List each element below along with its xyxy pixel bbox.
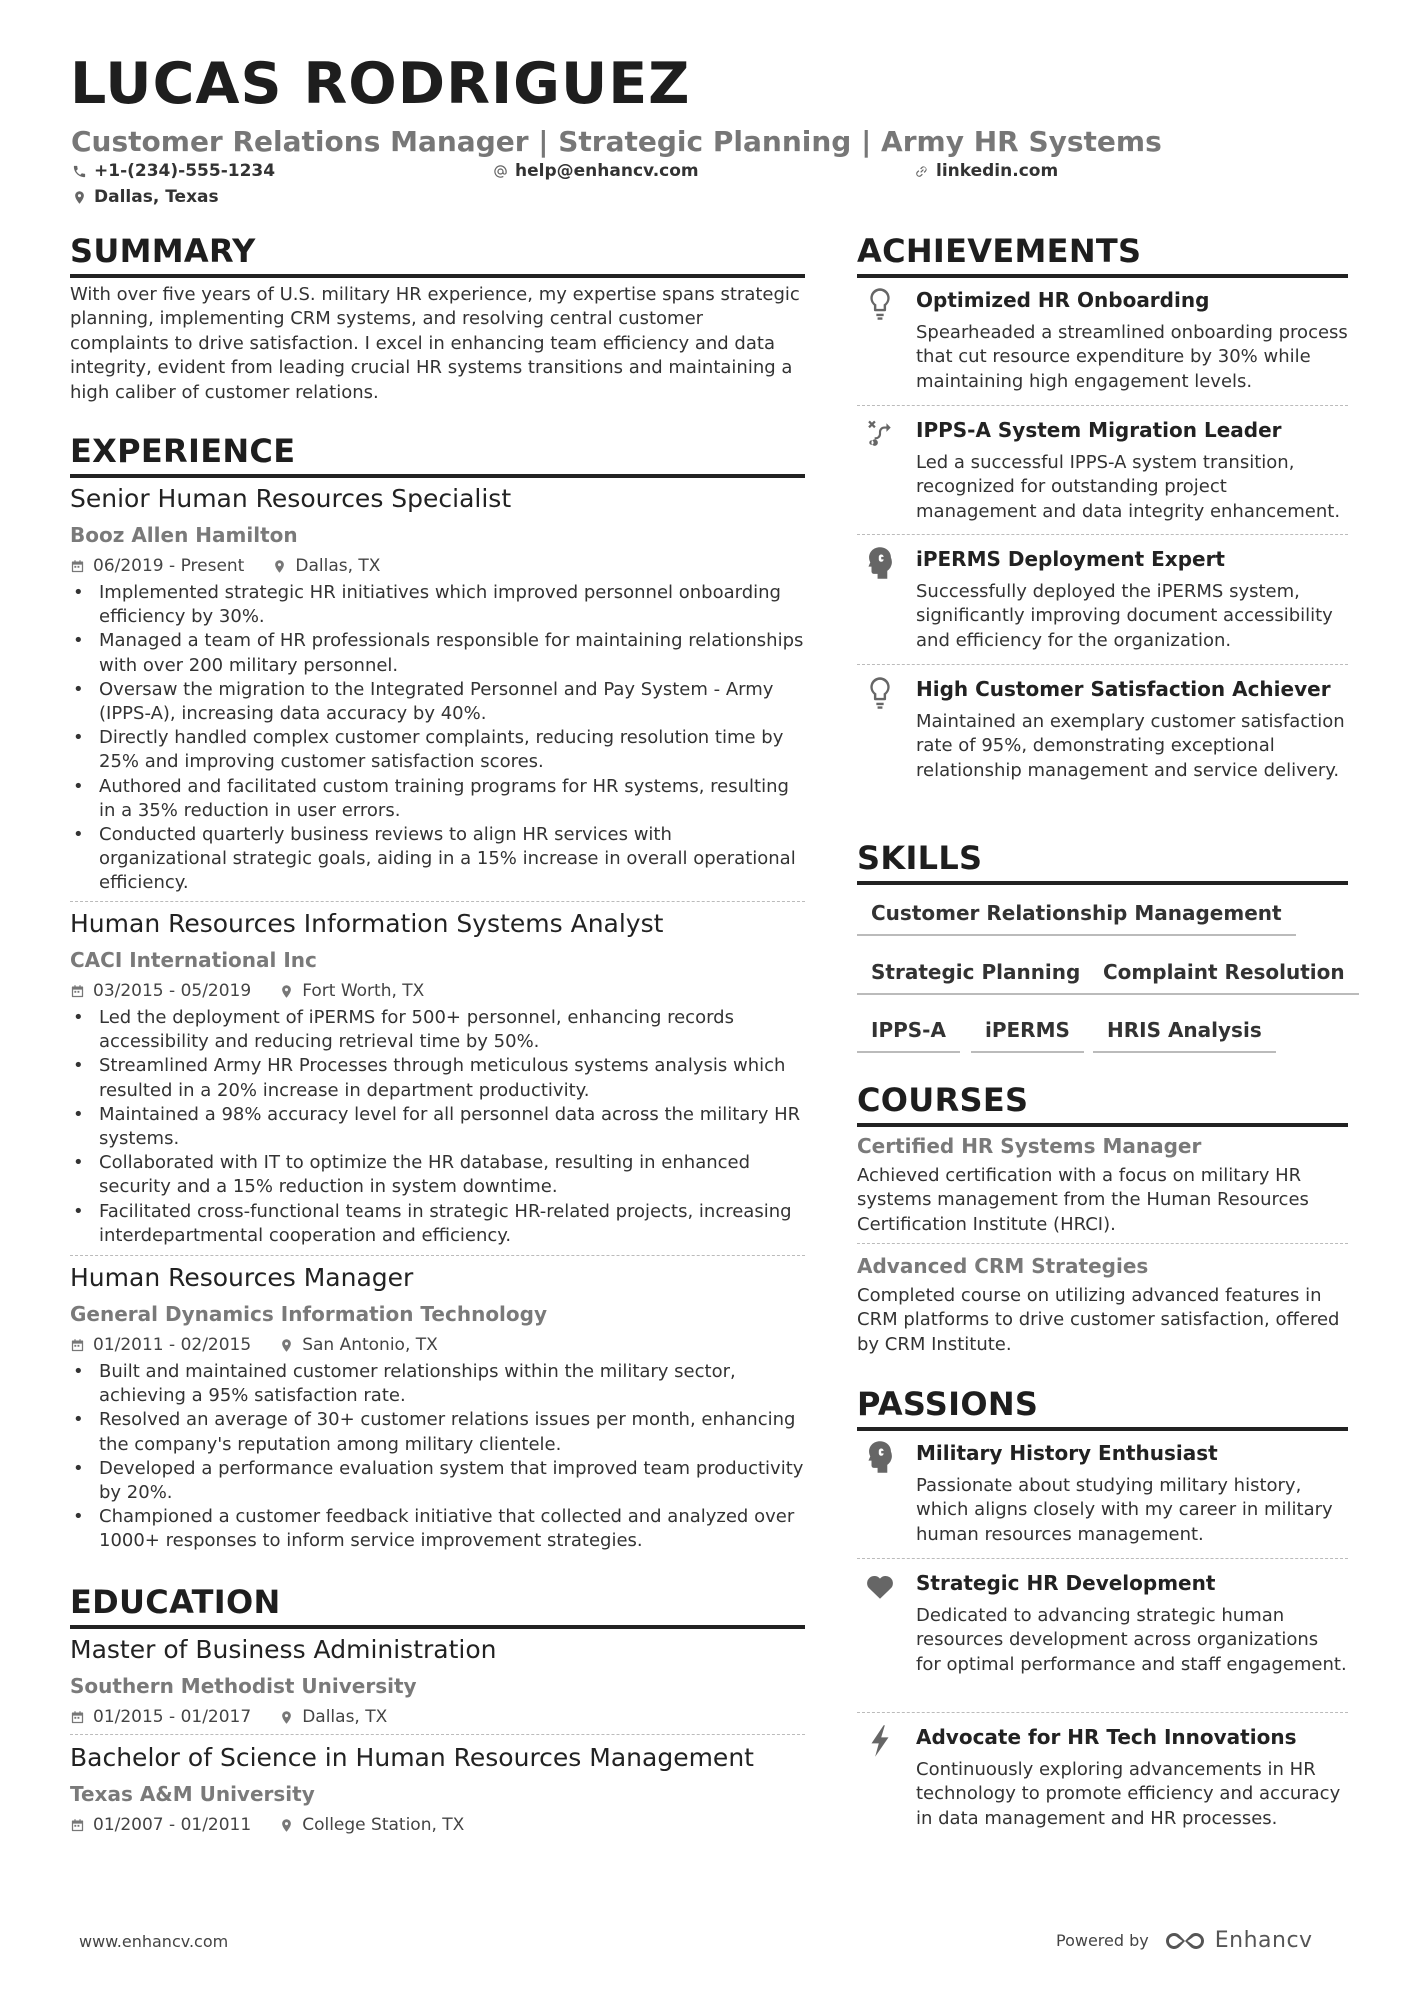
list-item: • Conducted quarterly business reviews to align HR services with organizational strategic goals, aiding in a 15% increase in overall operational efficiency. <box>70 823 805 896</box>
route-icon <box>865 417 895 451</box>
job-meta <box>70 555 805 577</box>
list-item: • Streamlined Army HR Processes through meticulous systems analysis which resulted in a 20% increase in department productivity. <box>70 1054 805 1102</box>
divider <box>70 1734 805 1735</box>
experience-item <box>70 484 805 896</box>
passion-desc: Dedicated to advancing strategic human resources development across organizations for optimal performance and staff engagement. <box>916 1605 1347 1675</box>
head-icon <box>865 1440 895 1474</box>
job-company: Booz Allen Hamilton <box>70 523 298 547</box>
course-desc: Achieved certification with a focus on military HR systems management from the Human Resources Certification Institute (HRCI). <box>857 1165 1309 1235</box>
location-pin-icon <box>279 1818 294 1833</box>
calendar-icon <box>70 984 85 999</box>
passion-title: Strategic HR Development <box>916 1571 1216 1595</box>
list-item: • Managed a team of HR professionals responsible for maintaining relationships with over 200 military personnel. <box>70 629 805 677</box>
brand-name: Enhancv <box>1214 1928 1313 1953</box>
list-item: • Resolved an average of 30+ customer relations issues per month, enhancing the company's reputation among military clientele. <box>70 1408 805 1456</box>
lightbulb-icon <box>865 287 895 321</box>
achievement-item <box>857 546 1348 653</box>
phone-text: +1-(234)-555-1234 <box>94 161 276 181</box>
contact-linkedin[interactable] <box>914 161 1058 181</box>
divider <box>70 1255 805 1256</box>
achievement-desc: Maintained an exemplary customer satisfaction rate of 95%, demonstrating exceptional relationship management and service delivery. <box>916 711 1345 781</box>
location-pin-icon <box>72 190 87 205</box>
job-bullets <box>70 581 805 896</box>
heart-icon <box>865 1570 895 1604</box>
degree: Master of Business Administration <box>70 1635 497 1664</box>
course-title: Advanced CRM Strategies <box>857 1254 1149 1278</box>
education-dates: 01/2015 - 01/2017 <box>70 1706 251 1728</box>
list-item: • Maintained a 98% accuracy level for all personnel data across the military HR systems. <box>70 1103 805 1151</box>
location-text: Dallas, Texas <box>94 187 219 207</box>
calendar-icon <box>70 1818 85 1833</box>
job-meta <box>70 980 805 1002</box>
at-icon <box>493 164 508 179</box>
achievement-title: Optimized HR Onboarding <box>916 288 1210 312</box>
experience-item <box>70 909 805 1248</box>
achievement-title: iPERMS Deployment Expert <box>916 547 1225 571</box>
footer-branding[interactable] <box>1056 1928 1313 1953</box>
contact-email[interactable] <box>493 161 699 181</box>
calendar-icon <box>70 1710 85 1725</box>
contact-phone <box>72 161 275 181</box>
list-item: • Championed a customer feedback initiative that collected and analyzed over 1000+ responses to inform service improvement strategies. <box>70 1505 805 1553</box>
achievement-desc: Successfully deployed the iPERMS system, significantly improving document accessibility and efficiency for the organization. <box>916 581 1333 651</box>
passion-item <box>857 1440 1348 1547</box>
achievements-heading: ACHIEVEMENTS <box>857 232 1348 278</box>
job-location: San Antonio, TX <box>279 1334 438 1356</box>
course-item <box>857 1134 1348 1237</box>
location-pin-icon <box>279 1338 294 1353</box>
list-item: • Developed a performance evaluation system that improved team productivity by 20%. <box>70 1457 805 1505</box>
skill-tag: Customer Relationship Management <box>857 901 1296 936</box>
skill-tag: Strategic Planning <box>857 960 1094 995</box>
powered-by-label: Powered by <box>1056 1931 1149 1950</box>
summary-text: With over five years of U.S. military HR experience, my expertise spans strategic planning, implementing CRM systems, and resolving central customer complaints to drive satisfaction. I excel in enhancing team efficiency and data integrity, evident from leading crucial HR systems transitions and maintaining a high caliber of customer relations. <box>70 284 800 403</box>
list-item: • Authored and facilitated custom training programs for HR systems, resulting in a 35% reduction in user errors. <box>70 775 805 823</box>
achievement-title: High Customer Satisfaction Achiever <box>916 677 1331 701</box>
job-title: Human Resources Information Systems Analyst <box>70 909 664 938</box>
job-location: Fort Worth, TX <box>279 980 424 1002</box>
divider <box>857 534 1348 535</box>
course-desc: Completed course on utilizing advanced features in CRM platforms to drive customer satisfaction, offered by CRM Institute. <box>857 1285 1340 1355</box>
job-dates: 03/2015 - 05/2019 <box>70 980 251 1002</box>
courses-heading: COURSES <box>857 1081 1348 1127</box>
summary-heading: SUMMARY <box>70 232 805 278</box>
location-pin-icon <box>272 559 287 574</box>
linkedin-text: linkedin.com <box>936 161 1059 181</box>
education-heading: EDUCATION <box>70 1583 805 1629</box>
infinity-logo-icon <box>1163 1930 1207 1952</box>
contact-location <box>72 187 219 207</box>
job-bullets <box>70 1360 805 1554</box>
phone-icon <box>72 164 87 179</box>
skill-tag: Complaint Resolution <box>1089 960 1359 995</box>
skills-heading: SKILLS <box>857 839 1348 885</box>
list-item: • Led the deployment of iPERMS for 500+ personnel, enhancing records accessibility and reducing retrieval time by 50%. <box>70 1006 805 1054</box>
divider <box>857 405 1348 406</box>
list-item: • Built and maintained customer relationships within the military sector, achieving a 95% satisfaction rate. <box>70 1360 805 1408</box>
education-item <box>70 1743 805 1836</box>
experience-heading: EXPERIENCE <box>70 432 805 478</box>
job-company: CACI International Inc <box>70 948 317 972</box>
list-item: • Directly handled complex customer complaints, reducing resolution time by 25% and improving customer satisfaction scores. <box>70 726 805 774</box>
list-item: • Collaborated with IT to optimize the HR database, resulting in enhanced security and a 15% reduction in system downtime. <box>70 1151 805 1199</box>
passion-title: Military History Enthusiast <box>916 1441 1218 1465</box>
list-item: • Oversaw the migration to the Integrated Personnel and Pay System - Army (IPPS-A), increasing data accuracy by 40%. <box>70 678 805 726</box>
education-item <box>70 1635 805 1728</box>
skill-tag: HRIS Analysis <box>1093 1018 1276 1053</box>
calendar-icon <box>70 559 85 574</box>
job-company: General Dynamics Information Technology <box>70 1302 548 1326</box>
calendar-icon <box>70 1338 85 1353</box>
passion-title: Advocate for HR Tech Innovations <box>916 1725 1297 1749</box>
list-item: • Implemented strategic HR initiatives which improved personnel onboarding efficiency by 30%. <box>70 581 805 629</box>
head-icon <box>865 546 895 580</box>
divider <box>70 901 805 902</box>
list-item: • Facilitated cross-functional teams in strategic HR-related projects, increasing interdepartmental cooperation and efficiency. <box>70 1200 805 1248</box>
education-meta <box>70 1706 805 1728</box>
job-dates: 01/2011 - 02/2015 <box>70 1334 251 1356</box>
education-meta <box>70 1814 805 1836</box>
achievement-item <box>857 676 1348 783</box>
job-dates: 06/2019 - Present <box>70 555 244 577</box>
job-title: Senior Human Resources Specialist <box>70 484 512 513</box>
education-location: College Station, TX <box>279 1814 464 1836</box>
divider <box>857 664 1348 665</box>
achievement-item <box>857 417 1348 524</box>
footer-website[interactable]: www.enhancv.com <box>79 1932 229 1951</box>
candidate-name: LUCAS RODRIGUEZ <box>70 51 691 117</box>
education-location: Dallas, TX <box>279 1706 387 1728</box>
achievement-desc: Spearheaded a streamlined onboarding process that cut resource expenditure by 30% while maintaining high engagement levels. <box>916 322 1348 392</box>
passion-desc: Passionate about studying military history, which aligns closely with my career in military human resources management. <box>916 1475 1333 1545</box>
job-meta <box>70 1334 805 1356</box>
divider <box>857 1243 1348 1244</box>
degree: Bachelor of Science in Human Resources Management <box>70 1743 754 1772</box>
location-pin-icon <box>279 1710 294 1725</box>
passion-desc: Continuously exploring advancements in HR technology to promote efficiency and accuracy in data management and HR processes. <box>916 1759 1341 1829</box>
job-title: Human Resources Manager <box>70 1263 414 1292</box>
achievement-desc: Led a successful IPPS-A system transition, recognized for outstanding project management and data integrity enhancement. <box>916 452 1341 522</box>
course-title: Certified HR Systems Manager <box>857 1134 1202 1158</box>
skill-tag: IPPS-A <box>857 1018 960 1053</box>
passion-item <box>857 1724 1348 1831</box>
location-pin-icon <box>279 984 294 999</box>
lightbulb-icon <box>865 676 895 710</box>
achievement-item <box>857 287 1348 394</box>
job-location: Dallas, TX <box>272 555 380 577</box>
bolt-icon <box>865 1724 895 1758</box>
headline: Customer Relations Manager | Strategic Planning | Army HR Systems <box>71 125 1162 158</box>
job-bullets <box>70 1006 805 1248</box>
email-text: help@enhancv.com <box>515 161 699 181</box>
education-dates: 01/2007 - 01/2011 <box>70 1814 251 1836</box>
divider <box>857 1558 1348 1559</box>
school: Southern Methodist University <box>70 1674 417 1698</box>
link-icon <box>914 164 929 179</box>
brand-logo <box>1163 1928 1313 1953</box>
divider <box>857 1712 1348 1713</box>
passion-item <box>857 1570 1348 1677</box>
school: Texas A&M University <box>70 1782 315 1806</box>
course-item <box>857 1254 1348 1357</box>
passions-heading: PASSIONS <box>857 1385 1348 1431</box>
achievement-title: IPPS-A System Migration Leader <box>916 418 1282 442</box>
experience-item <box>70 1263 805 1554</box>
skill-tag: iPERMS <box>971 1018 1084 1053</box>
